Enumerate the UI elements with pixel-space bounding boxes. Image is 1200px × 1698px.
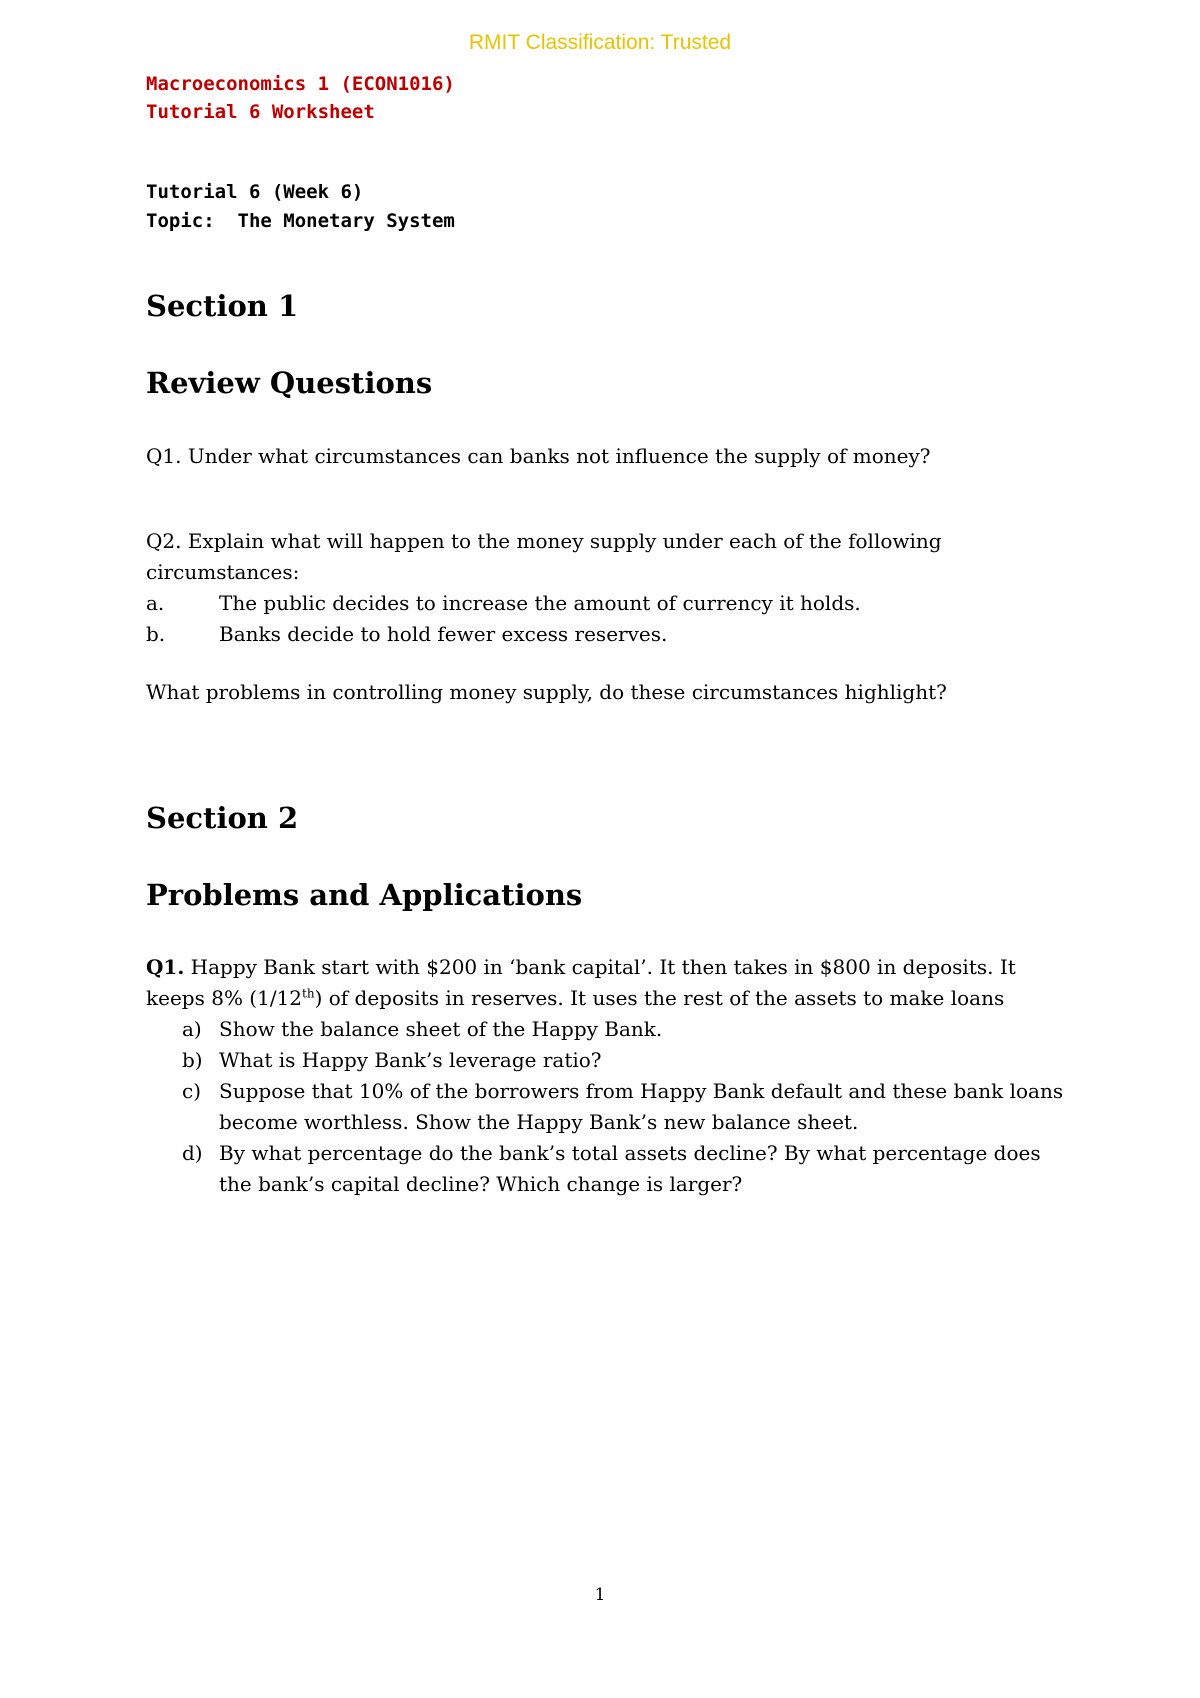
list-item bbox=[146, 1076, 1066, 1138]
page-number: 1 bbox=[594, 1585, 606, 1605]
section-1-label: Section 1 bbox=[146, 289, 299, 323]
superscript: th bbox=[302, 986, 315, 1001]
list-item bbox=[146, 588, 1066, 619]
list-marker: b) bbox=[182, 1048, 203, 1072]
worksheet-title: Tutorial 6 Worksheet bbox=[146, 101, 375, 123]
problem-q1-text-part2: ) of deposits in reserves. It uses the rest of the assets to make loans bbox=[314, 986, 1005, 1010]
list-text: Show the balance sheet of the Happy Bank. bbox=[219, 1017, 663, 1041]
review-q2-intro: Q2. Explain what will happen to the money supply under each of the following circumstances: bbox=[146, 529, 942, 584]
list-text: Suppose that 10% of the borrowers from Happy Bank default and these bank loans become worthless. Show the Happy Bank’s new balance sheet. bbox=[219, 1079, 1064, 1134]
tutorial-topic: Topic: The Monetary System bbox=[146, 210, 455, 232]
list-item bbox=[146, 619, 1066, 650]
course-title: Macroeconomics 1 (ECON1016) bbox=[146, 73, 455, 95]
list-marker: b. bbox=[146, 622, 166, 646]
list-marker: d) bbox=[182, 1141, 203, 1165]
list-item bbox=[146, 1014, 1066, 1045]
review-q1: Q1. Under what circumstances can banks not influence the supply of money? bbox=[146, 444, 931, 468]
problem-q1 bbox=[146, 952, 1066, 1014]
section-1-heading: Review Questions bbox=[146, 366, 433, 400]
list-marker: a) bbox=[182, 1017, 202, 1041]
list-marker: c) bbox=[182, 1079, 202, 1103]
tutorial-meta bbox=[146, 178, 1066, 236]
section-2-label: Section 2 bbox=[146, 801, 299, 835]
classification-label: RMIT Classification: Trusted bbox=[468, 31, 732, 54]
list-marker: a. bbox=[146, 591, 165, 615]
page-content bbox=[146, 70, 1066, 1200]
problem-q1-text-part1: Happy Bank start with $200 in ‘bank capital’. It then takes in $800 in deposits. It keeps 8% (1/12 bbox=[146, 955, 1016, 1010]
list-item bbox=[146, 1045, 1066, 1076]
list-text: Banks decide to hold fewer excess reserves. bbox=[219, 622, 668, 646]
problem-q1-label: Q1. bbox=[146, 955, 185, 979]
tutorial-week: Tutorial 6 (Week 6) bbox=[146, 181, 364, 203]
section-2-heading: Problems and Applications bbox=[146, 878, 583, 912]
list-item bbox=[146, 1138, 1066, 1200]
list-text: What is Happy Bank’s leverage ratio? bbox=[219, 1048, 602, 1072]
review-q2-followup: What problems in controlling money supply, do these circumstances highlight? bbox=[146, 680, 947, 704]
list-text: By what percentage do the bank’s total assets decline? By what percentage does the bank’s capital decline? Which change is larger? bbox=[219, 1141, 1041, 1196]
list-text: The public decides to increase the amount of currency it holds. bbox=[219, 591, 861, 615]
